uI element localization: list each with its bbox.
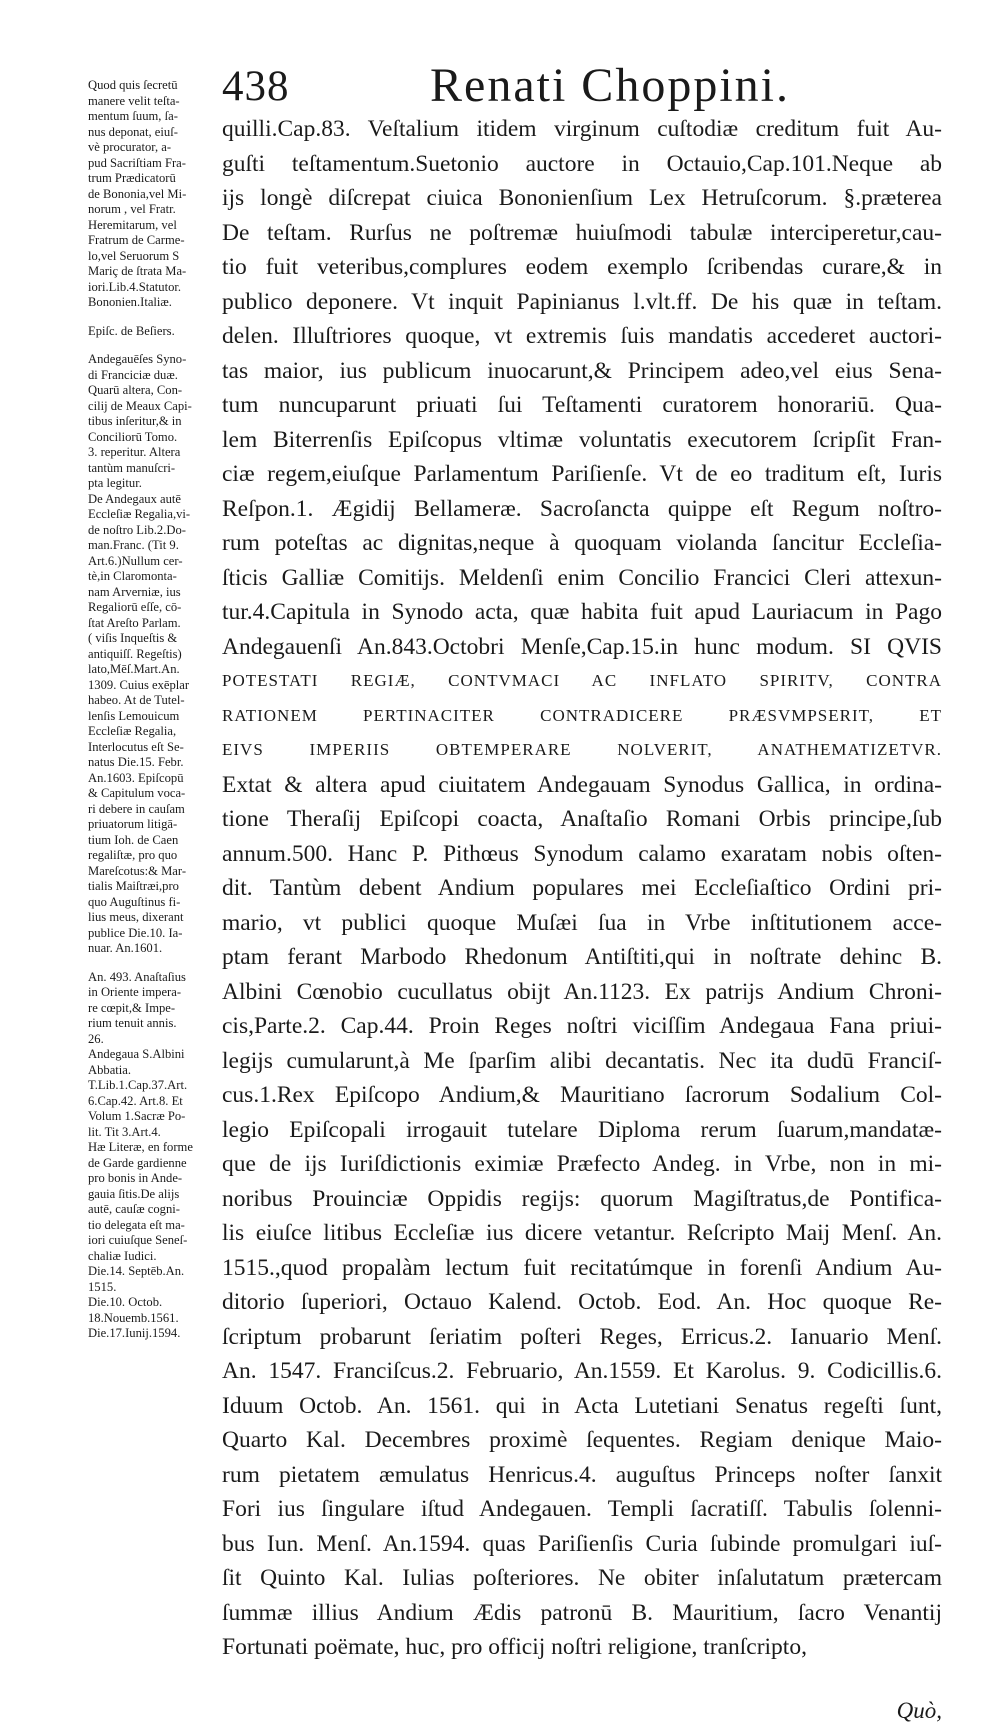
text-line: bus Iun. Menſ. An.1594. quas Pariſienſis Curia ſubinde promulgari iuſ- [222,1530,942,1557]
sidenote-line: lit. Tit 3.Art.4. [88,1124,161,1139]
text-line: tas maior, ius publicum inuocarunt,& Principem adeo,vel eius Sena- [222,357,942,384]
text-line: tione Theraſij Epiſcopi coacta, Anaſtaſio Romani Orbis principe,ſub [222,806,942,832]
sidenote-line: in Oriente impera- [88,985,182,999]
text-line: lis eiuſce litibus Eccleſiæ ius dicere vetantur. Reſcripto Maij Menſ. An. [222,1220,942,1246]
sidenote-line: man.Franc. (Tit 9. [88,538,179,552]
sidenote-line: gauia ſitis.De alijs [88,1186,180,1201]
sidenote-line: Interlocutus eſt Se- [88,739,184,754]
sidenote-line: tantùm manuſcri- [88,460,176,475]
sidenote-gap [88,311,222,324]
sidenote-line: norum , vel Fratr. [88,202,176,216]
sidenote-line: iori cuiuſque Seneſ- [88,1233,188,1247]
sidenote-line: tialis Maiſtræi,pro [88,879,179,893]
sidenote-line: iori.Lib.4.Statutor. [88,279,182,294]
sidenote-line: & Capitulum voca- [88,786,186,800]
sidenote-line: vè procurator, a- [88,140,172,154]
sidenote-line: Abbatia. [88,1062,132,1077]
text-line: ſummæ illius Andium Ædis patronū B. Mauritium, ſacro Venantij [222,1599,942,1626]
sidenote-gap [88,957,222,970]
sidenote-line: lenſis Lemouicum [88,708,180,723]
text-line: Quarto Kal. Decembres proximè ſequentes. Regiam denique Maio- [222,1427,942,1453]
sidenote-line: nus deponat, eiuſ- [88,124,178,139]
sidenotes [88,78,222,1342]
text-line-capitals: RATIONEM PERTINACITER CONTRADICERE PRÆSVMPSERIT, ET [222,705,942,725]
text-line: lem Biterrenſis Epiſcopus vltimæ voluntatis executorem ſcripſit Fran- [222,426,942,453]
sidenote-line: Eccleſiæ Regalia, [88,724,177,738]
sidenote-line: Die.10. Octob. [88,1295,163,1309]
sidenote-line: nuar. An.1601. [88,941,163,955]
text-line: ditorio ſuperiori, Octauo Kalend. Octob. Eod. An. Hoc quoque Re- [222,1289,942,1315]
sidenote-line: Regaliorū eſſe, cō- [88,600,182,614]
sidenote-line: de noſtro Lib.2.Do- [88,522,186,537]
text-line: tum nuncuparunt priuati ſui Teſtamenti curatorem honorariū. Qua- [222,392,942,418]
sidenote-line: Mariç de ſtrata Ma- [88,264,187,278]
text-line: publico deponere. Vt inquit Papinianus l.vlt.ff. De his quæ in teſtam. [222,288,942,315]
sidenote-line: regaliſtæ, pro quo [88,848,178,862]
sidenote-line: Art.6.)Nullum cer- [88,553,183,568]
sidenote-line: pro bonis in Ande- [88,1171,183,1185]
text-line: De teſtam. Rurſus ne poſtremæ huiuſmodi tabulæ interciperetur,cau- [222,219,942,246]
text-line: Andegauenſi An.843.Octobri Menſe,Cap.15.in hunc modum. SI QVIS [222,633,942,660]
text-line: legijs cumularunt,à Me ſparſim alibi decantatis. Nec ita dudū Franciſ- [222,1047,942,1074]
sidenote-line: Heremitarum, vel [88,217,177,232]
text-line: ſcriptum probarunt ſeriatim poſteri Reges, Erricus.2. Ianuario Menſ. [222,1323,942,1350]
sidenote-line: Quod quis ſecretū [88,78,178,92]
sidenote-line: tibus inſeritur,& in [88,414,182,428]
sidenote-line: cilij de Meaux Capi- [88,398,192,413]
page-number: 438 [222,63,290,110]
text-line: Fori ius ſingulare iſtud Andegauen. Templi ſacratiſſ. Tabulis ſolenni- [222,1496,942,1522]
text-line: que de ijs Iuriſdictionis eximiæ Præfecto Andeg. in Vrbe, non in mi- [222,1151,942,1177]
sidenote-line: tio delegata eſt ma- [88,1217,185,1232]
sidenote-line: Volum 1.Sacræ Po- [88,1109,186,1123]
sidenote-line: Andegaua S.Albini [88,1047,185,1061]
sidenote-line: de Bononia,vel Mi- [88,186,187,201]
sidenote-line: Quarū altera, Con- [88,383,183,397]
text-line: cis,Parte.2. Cap.44. Proin Reges noſtri viciſſim Andegaua Fana priui- [222,1013,942,1039]
sidenote-line: mentum ſuum, ſa- [88,109,178,123]
sidenote-line: trum Prædicatorū [88,171,176,185]
text-line: quilli.Cap.83. Veſtalium itidem virginum cuſtodiæ creditum fuit Au- [222,116,942,142]
text-line-capitals: POTESTATI REGIÆ, CONTVMACI AC INFLATO SPIRITV, CONTRA [222,671,942,690]
text-line: tur.4.Capitula in Synodo acta, quæ habita fuit apud Lauriacum in Pago [222,599,942,625]
text-line: ciæ regem,eiuſque Parlamentum Pariſienſe. Vt de eo traditum eſt, Iuris [222,461,942,487]
main-text [222,112,942,1665]
text-line: noribus Prouinciæ Oppidis regijs: quorum Magiſtratus,de Pontifica- [222,1185,942,1212]
text-line: tio fuit veteribus,complures eodem exemplo ſcribendas curare,& in [222,254,942,280]
sidenote-line: lo,vel Seruorum S [88,248,180,263]
sidenote-line: De Andegaux autē [88,491,182,506]
sidenote-line: An. 493. Anaſtaſius [88,969,186,984]
sidenote-line: Andegauēſes Syno- [88,352,187,366]
sidenote-line: Die.17.Iunij.1594. [88,1326,181,1340]
sidenote-line: Bononien.Italiæ. [88,295,172,309]
sidenote-line: di Franciciæ duæ. [88,367,178,382]
sidenote-line: Epiſc. de Beſiers. [88,323,175,338]
sidenote-gap [88,339,222,352]
sidenote-line: quo Auguſtinus fi- [88,894,181,909]
text-line: Fortunati poëmate, huc, pro officij noſtri religione, tranſcripto, [222,1634,807,1660]
sidenote-line: lius meus, dixerant [88,910,184,924]
sidenote-line: Hæ Literæ, en forme [88,1140,193,1154]
sidenote-line: ( viſis Inqueſtis & [88,631,178,645]
text-line: mario, vt publici quoque Muſæi ſua in Vrbe inſtitutionem acce- [222,909,942,936]
catchword: Quò, [896,1698,942,1723]
text-line: An. 1547. Franciſcus.2. Februario, An.1559. Et Karolus. 9. Codicillis.6. [222,1358,942,1384]
sidenote-line: habeo. At de Tutel- [88,693,185,707]
sidenote-line: tium Ioh. de Caen [88,832,179,847]
text-line: Iduum Octob. An. 1561. qui in Acta Lutetiani Senatus regeſti ſunt, [222,1392,942,1419]
text-line: rum pietatem æmulatus Henricus.4. auguſtus Princeps noſter ſanxit [222,1461,942,1488]
sidenote-line: priuatorum litigā- [88,817,178,831]
sidenote-line: autē, cauſæ cogni- [88,1202,180,1216]
sidenote-line: pta legitur. [88,476,142,490]
sidenote-line: rium tenuit annis. [88,1016,177,1030]
text-line: cus.1.Rex Epiſcopo Andium,& Mauritiano ſacrorum Sodalium Col- [222,1082,942,1108]
sidenote-line: natus Die.15. Febr. [88,755,184,769]
sidenote-line: 1309. Cuius exēplar [88,677,190,692]
sidenote-line: ſtat Areſto Parlam. [88,615,181,630]
sidenote-line: Fratrum de Carme- [88,233,185,247]
sidenote-line: pud Sacriſtiam Fra- [88,155,186,170]
text-line: ptam ferant Marbodo Rhedonum Antiſtiti,qui in noſtrate dehinc B. [222,944,942,970]
sidenote-line: tè,in Claromonta- [88,569,177,583]
sidenote-line: T.Lib.1.Cap.37.Art. [88,1078,188,1092]
text-line: legio Epiſcopali irrogauit tutelare Diploma rerum ſuarum,mandatæ- [222,1116,942,1143]
text-line: ijs longè diſcrepat ciuica Bononienſium Lex Hetruſcorum. §.præterea [222,185,942,211]
text-line: Extat & altera apud ciuitatem Andegauam Synodus Gallica, in ordina- [222,771,942,798]
sidenote-line: Mareſcotus:& Mar- [88,863,187,878]
sidenote-line: antiquiſſ. Regeſtis) [88,646,182,661]
sidenote-line: de Garde gardienne [88,1155,187,1170]
sidenote-line: 26. [88,1031,104,1046]
sidenote-line: 1515. [88,1279,117,1294]
sidenote-line: Die.14. Septēb.An. [88,1264,185,1278]
sidenote-line: manere velit teſta- [88,93,180,108]
sidenote-line: publice Die.10. Ia- [88,925,183,940]
running-head: Renati Choppini. [430,59,790,112]
text-line: delen. Illuſtriores quoque, vt extremis ſuis mandatis accederet auctori- [222,323,942,349]
sidenote-line: lato,Mēſ.Mart.An. [88,662,180,676]
sidenote-line: Conciliorū Tomo. [88,429,178,444]
text-line: dit. Tantùm debent Andium populares mei Eccleſiaſtico Ordini pri- [222,875,942,901]
text-line: 1515.,quod propalàm lectum fuit recitatúmque in forenſi Andium Au- [222,1254,942,1281]
text-line-capitals: EIVS IMPERIIS OBTEMPERARE NOLVERIT, ANATHEMATIZETVR. [222,740,942,759]
sidenote-line: Eccleſiæ Regalia,vi- [88,507,191,521]
text-line: ſit Quinto Kal. Iulias poſteriores. Ne obiter inſalutatum prætercam [222,1565,942,1591]
sidenote-line: re cœpit,& Impe- [88,1000,176,1015]
text-line: rum poteſtas ac dignitas,neque à quoquam violanda ſancitur Eccleſia- [222,530,942,556]
text-line: ſticis Galliæ Comitijs. Meldenſi enim Concilio Francici Cleri attexun- [222,564,942,591]
sidenote-line: 18.Nouemb.1561. [88,1310,179,1325]
text-line: Albini Cœnobio cucullatus obijt An.1123. Ex patrijs Andium Chroni- [222,978,942,1005]
sidenote-line: chaliæ Iudici. [88,1248,157,1263]
sidenote-line: ri debere in cauſam [88,801,185,816]
sidenote-line: 6.Cap.42. Art.8. Et [88,1093,183,1108]
text-line: annum.500. Hanc P. Pithœus Synodum calamo exaratam nobis oſten- [222,840,942,867]
sidenote-line: 3. reperitur. Altera [88,445,181,459]
text-line: Reſpon.1. Ægidij Bellameræ. Sacroſancta quippe eſt Regum noſtro- [222,495,942,522]
sidenote-line: nam Arverniæ, ius [88,584,181,599]
sidenote-line: An.1603. Epiſcopū [88,770,184,785]
text-line: guſti teſtamentum.Suetonio auctore in Octauio,Cap.101.Neque ab [222,150,942,177]
